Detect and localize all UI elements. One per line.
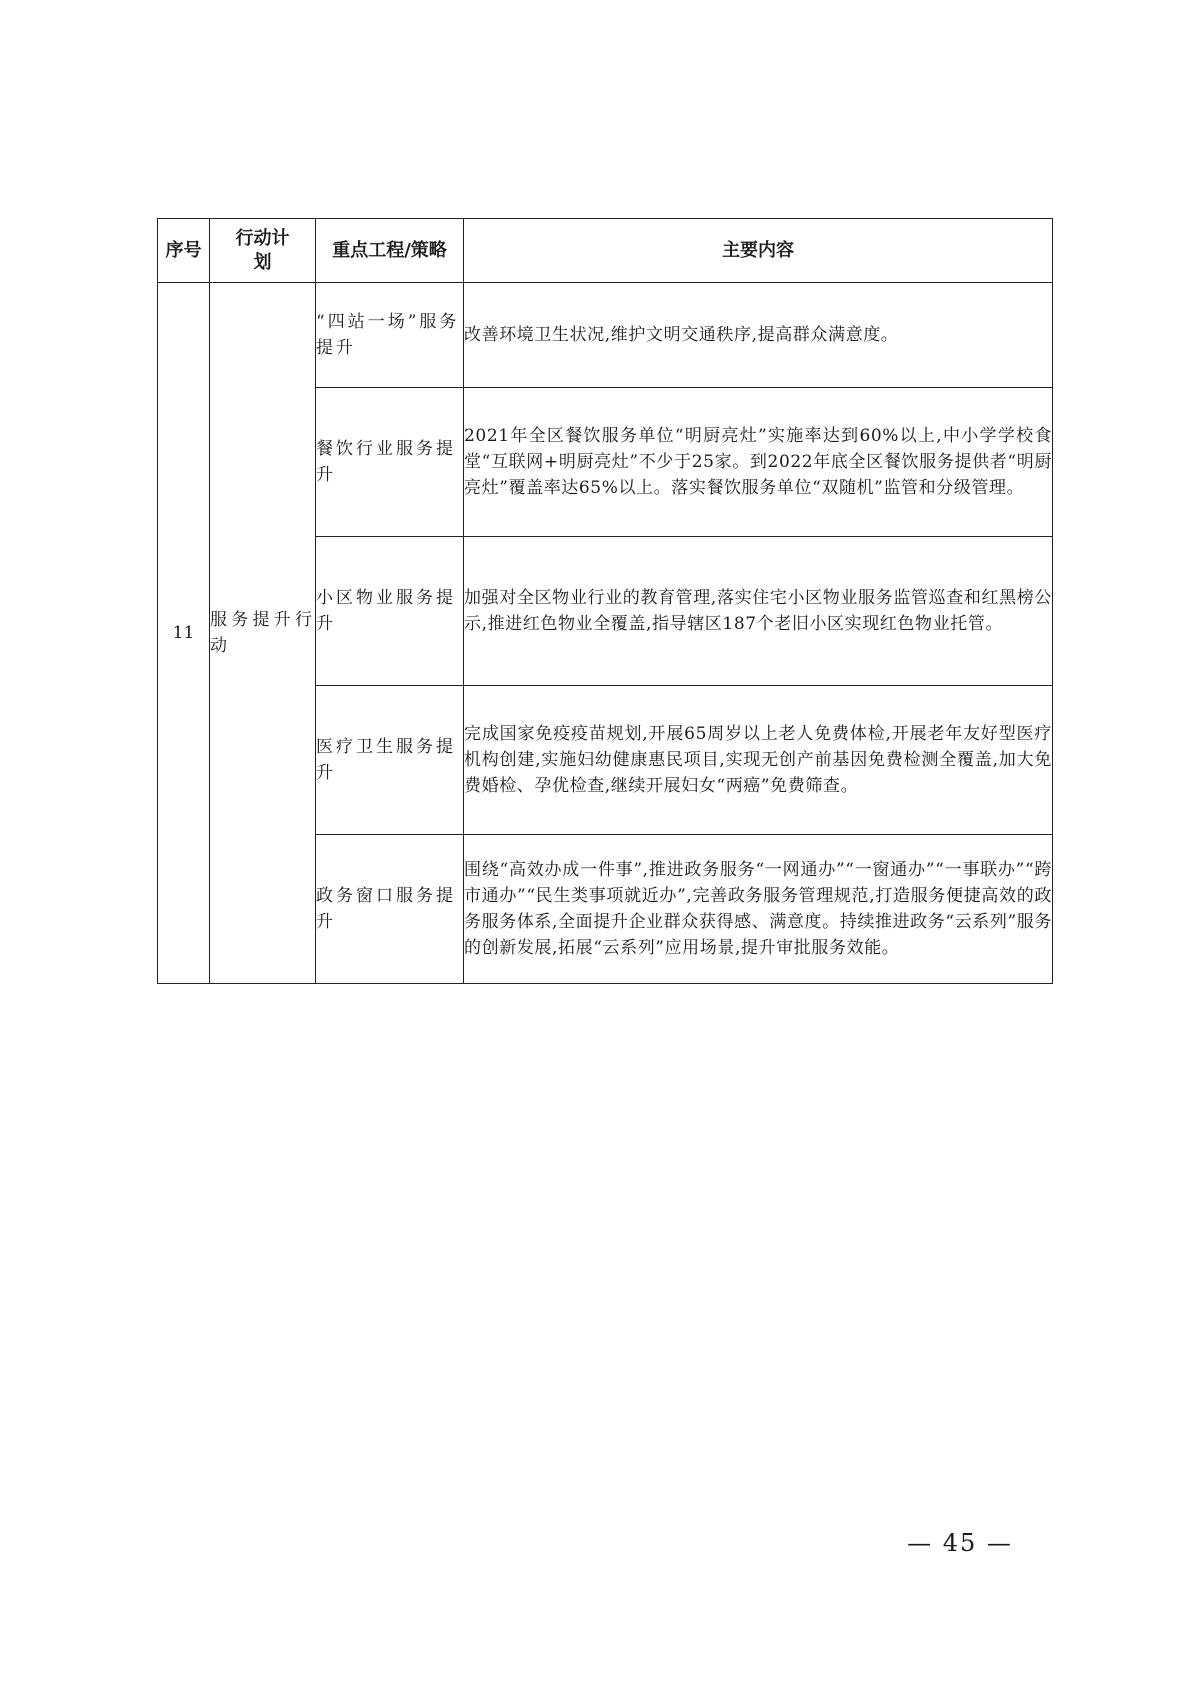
row-key: 医疗卫生服务提升 xyxy=(316,686,464,835)
table-row xyxy=(158,283,1053,388)
header-key xyxy=(316,219,464,283)
row-key: 小区物业服务提升 xyxy=(316,537,464,686)
header-plan-label: 行动计划 xyxy=(235,227,290,273)
page-number: — 45 — xyxy=(907,1529,1013,1557)
row-main: 改善环境卫生状况,维护文明交通秩序,提高群众满意度。 xyxy=(464,283,1053,388)
row-main: 围绕“高效办成一件事”,推进政务服务“一网通办”“一窗通办”“一事联办”“跨市通办”“民生类事项就近办”,完善政务服务管理规范,打造服务便捷高效的政务服务体系,全面提升企业群众获得感、满意度。持续推进政务“云系列”服务的创新发展,拓展“云系列”应用场景,提升审批服务效能。 xyxy=(464,835,1053,984)
table-header-row xyxy=(158,219,1053,283)
row-main: 加强对全区物业行业的教育管理,落实住宅小区物业服务监管巡查和红黑榜公示,推进红色物业全覆盖,指导辖区187个老旧小区实现红色物业托管。 xyxy=(464,537,1053,686)
group-seq: 11 xyxy=(158,283,210,984)
header-key-label: 重点工程/策略 xyxy=(332,239,447,261)
header-plan xyxy=(210,219,316,283)
action-plan-table xyxy=(157,218,1053,984)
row-key: 餐饮行业服务提升 xyxy=(316,388,464,537)
row-key: “四站一场”服务提升 xyxy=(316,283,464,388)
row-main: 完成国家免疫疫苗规划,开展65周岁以上老人免费体检,开展老年友好型医疗机构创建,实施妇幼健康惠民项目,实现无创产前基因免费检测全覆盖,加大免费婚检、孕优检查,继续开展妇女“两癌”免费筛查。 xyxy=(464,686,1053,835)
header-main: 主要内容 xyxy=(464,219,1053,283)
header-seq: 序号 xyxy=(158,219,210,283)
row-key: 政务窗口服务提升 xyxy=(316,835,464,984)
row-main: 2021年全区餐饮服务单位“明厨亮灶”实施率达到60%以上,中小学学校食堂“互联网+明厨亮灶”不少于25家。到2022年底全区餐饮服务提供者“明厨亮灶”覆盖率达65%以上。落实餐饮服务单位“双随机”监管和分级管理。 xyxy=(464,388,1053,537)
group-plan: 服务提升行动 xyxy=(210,283,316,984)
